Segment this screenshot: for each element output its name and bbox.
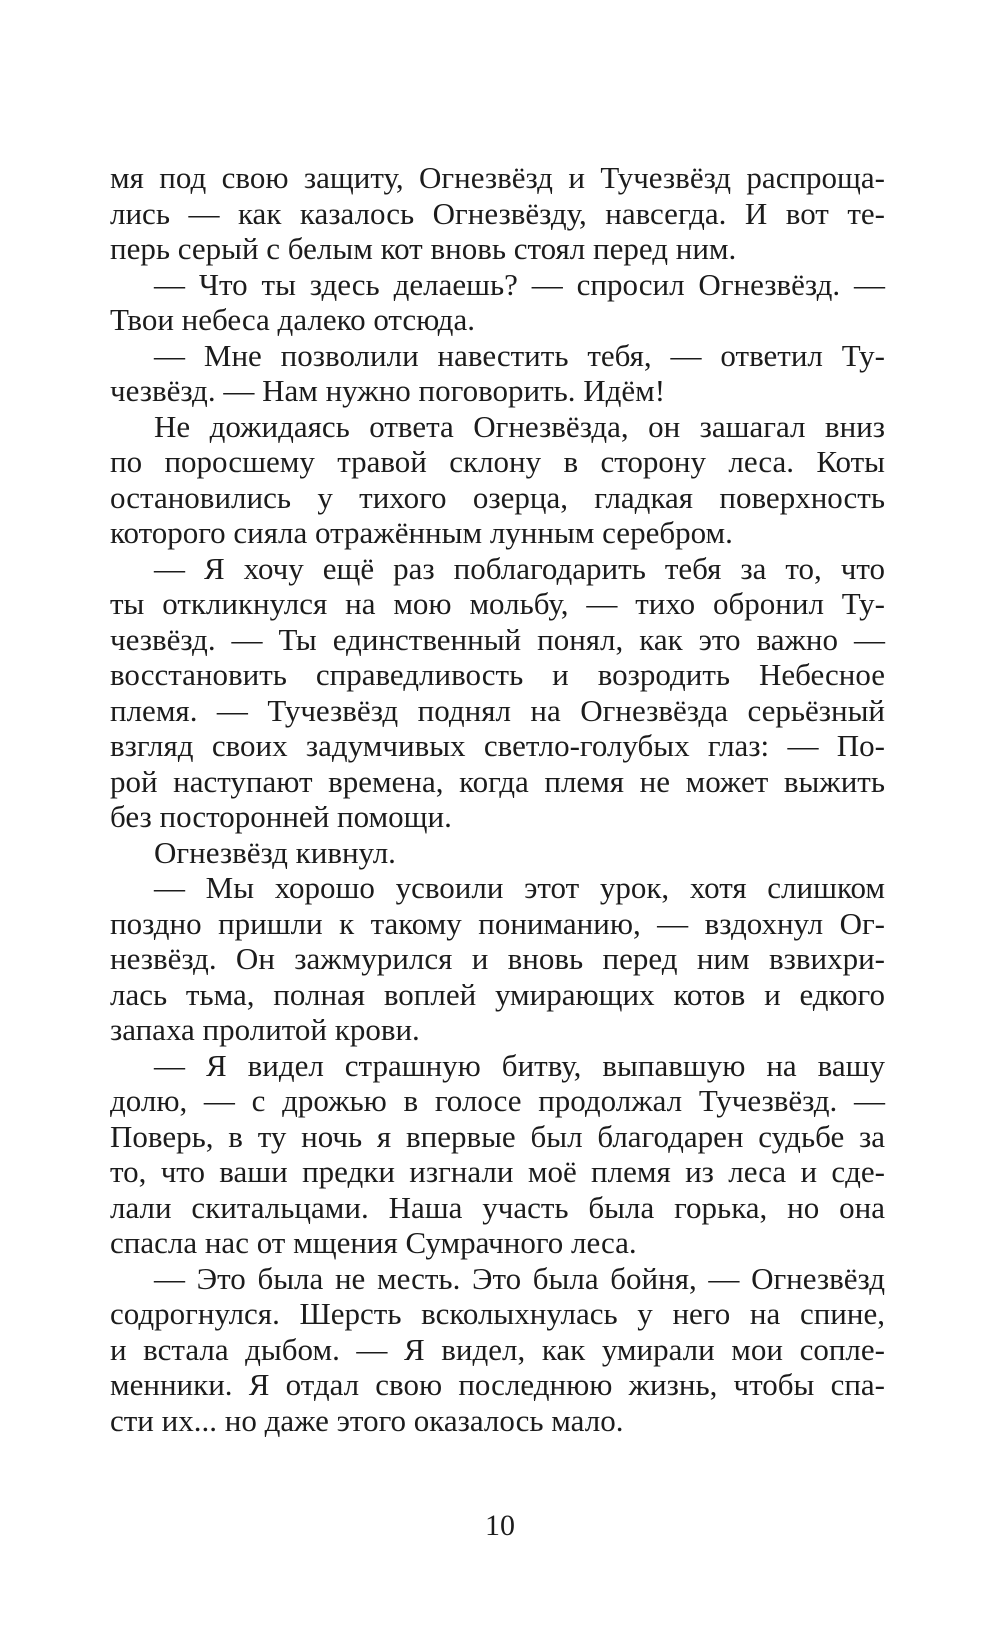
text-line: — Это была не месть. Это была бойня, — Огнезвёзд bbox=[154, 1260, 885, 1296]
text-line: ты откликнулся на мою мольбу, — тихо обронил Ту- bbox=[110, 586, 885, 621]
text-line: поздно пришли к такому пониманию, — вздохнул Ог- bbox=[110, 905, 885, 941]
text-line: лись — как казалось Огнезвёзду, навсегда. И вот те- bbox=[110, 195, 885, 231]
text-line: взгляд своих задумчивых светло-голубых глаз: — По- bbox=[110, 728, 885, 763]
text-line: перь серый с белым кот вновь стоял перед ним. bbox=[110, 231, 737, 266]
text-line: без посторонней помощи. bbox=[110, 799, 452, 834]
text-line: рой наступают времена, когда племя не может выжить bbox=[110, 763, 885, 799]
text-line: — Мы хорошо усвоили этот урок, хотя слишком bbox=[154, 870, 885, 905]
text-line: племя. — Тучезвёзд поднял на Огнезвёзда серьёзный bbox=[110, 692, 885, 728]
text-line: лали скитальцами. Наша участь была горька, но она bbox=[110, 1189, 885, 1225]
text-line: и встала дыбом. — Я видел, как умирали мои сопле- bbox=[110, 1331, 885, 1367]
text-line: остановились у тихого озерца, гладкая поверхность bbox=[110, 479, 885, 515]
text-line: по поросшему травой склону в сторону леса. Коты bbox=[110, 444, 885, 479]
text-line: лась тьма, полная воплей умирающих котов и едкого bbox=[110, 976, 885, 1012]
text-line: которого сияла отражённым лунным серебром. bbox=[110, 515, 733, 550]
text-line: Огнезвёзд кивнул. bbox=[154, 834, 396, 870]
text-line: менники. Я отдал свою последнюю жизнь, чтобы спа- bbox=[110, 1367, 885, 1402]
page-number: 10 bbox=[485, 1509, 515, 1542]
text-line: содрогнулся. Шерсть всколыхнулась у него на спине, bbox=[110, 1296, 885, 1331]
text-line: — Что ты здесь делаешь? — спросил Огнезвёзд. — bbox=[154, 266, 885, 302]
text-line: запаха пролитой крови. bbox=[110, 1012, 420, 1047]
text-line: незвёзд. Он зажмурился и вновь перед ним взвихри- bbox=[110, 941, 885, 976]
text-line: долю, — с дрожью в голосе продолжал Тучезвёзд. — bbox=[110, 1083, 885, 1118]
text-line: чезвёзд. — Ты единственный понял, как это важно — bbox=[110, 621, 885, 657]
text-line: чезвёзд. — Нам нужно поговорить. Идём! bbox=[110, 373, 666, 408]
text-line: сти их... но даже этого оказалось мало. bbox=[110, 1402, 624, 1438]
text-line: — Я видел страшную битву, выпавшую на вашу bbox=[154, 1047, 885, 1083]
text-line: Не дожидаясь ответа Огнезвёзда, он зашагал вниз bbox=[154, 408, 885, 444]
text-line: мя под свою защиту, Огнезвёзд и Тучезвёзд распроща- bbox=[110, 160, 885, 195]
page-body-text bbox=[110, 160, 885, 1438]
text-line: Поверь, в ту ночь я впервые был благодарен судьбе за bbox=[110, 1118, 885, 1154]
text-line: — Я хочу ещё раз поблагодарить тебя за то, что bbox=[154, 550, 885, 586]
text-line: — Мне позволили навестить тебя, — ответил Ту- bbox=[154, 337, 885, 373]
text-line: то, что ваши предки изгнали моё племя из леса и сде- bbox=[110, 1154, 885, 1189]
text-line: Твои небеса далеко отсюда. bbox=[110, 302, 475, 337]
text-line: спасла нас от мщения Сумрачного леса. bbox=[110, 1225, 637, 1260]
text-line: восстановить справедливость и возродить Небесное bbox=[110, 657, 885, 692]
